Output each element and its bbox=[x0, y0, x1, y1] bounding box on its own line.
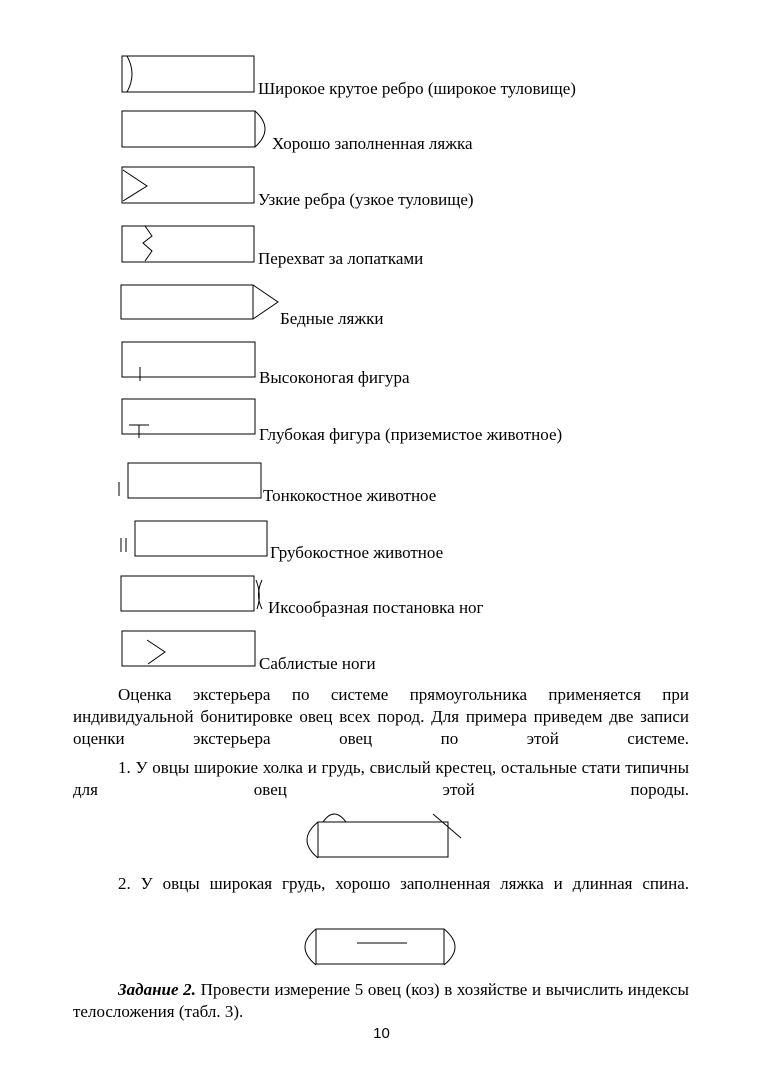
example-2-figure bbox=[305, 929, 455, 965]
example-1-paragraph: 1. У овцы широкие холка и грудь, свислый крестец, остальные стати типичны для овец этой породы. bbox=[73, 758, 689, 799]
legend-label-x-legs: Иксообразная постановка ног bbox=[268, 598, 484, 617]
symbol-poor-hams bbox=[121, 285, 278, 319]
example-1-rect bbox=[318, 822, 448, 857]
intro-paragraph: Оценка экстерьера по системе прямоугольника применяется при индивидуальной бонитировке овец всех пород. Для примера приведем две записи оценки экстерьера овец по этой системе. bbox=[73, 685, 689, 748]
symbol-rect bbox=[121, 285, 253, 319]
symbol-well-filled-ham bbox=[122, 111, 265, 147]
symbol-point bbox=[253, 285, 278, 319]
symbol-deep-figure bbox=[122, 399, 255, 438]
legend-label-narrow-ribs: Узкие ребра (узкое туловище) bbox=[258, 190, 474, 209]
legend-label-deep-figure: Глубокая фигура (приземистое животное) bbox=[259, 425, 563, 444]
example-1-diagonal bbox=[433, 814, 461, 838]
symbol-arc-left bbox=[127, 56, 132, 92]
symbol-wide-steep-rib bbox=[122, 56, 254, 92]
legend-label-wide-steep-rib: Широкое крутое ребро (широкое туловище) bbox=[258, 79, 576, 98]
symbol-rect bbox=[122, 631, 255, 666]
example-1-arc-top bbox=[323, 814, 346, 822]
page-number: 10 bbox=[373, 1025, 390, 1042]
example-1-figure bbox=[307, 814, 461, 858]
symbol-pinch-behind-shoulders bbox=[122, 226, 254, 262]
symbol-narrow-ribs bbox=[122, 167, 254, 203]
symbol-fine-boned bbox=[119, 463, 261, 498]
legend-label-coarse-boned: Грубокостное животное bbox=[270, 543, 444, 562]
symbol-rect bbox=[128, 463, 261, 498]
legend-label-pinch-behind-shoulders: Перехват за лопатками bbox=[258, 249, 424, 268]
symbol-sickle bbox=[147, 640, 165, 664]
symbol-wedge bbox=[123, 170, 147, 201]
task-title: Задание 2. bbox=[118, 980, 196, 999]
task-body: Провести измерение 5 овец (коз) в хозяйстве и вычислить индексы телосложения (табл. 3). bbox=[73, 980, 689, 1021]
task-paragraph bbox=[73, 979, 689, 1023]
symbol-rect bbox=[122, 167, 254, 203]
example-2-arc-left bbox=[305, 929, 316, 965]
symbol-long-legged bbox=[122, 342, 255, 381]
symbol-x-legs bbox=[121, 576, 262, 611]
example-2-paragraph: 2. У овцы широкая грудь, хорошо заполненная ляжка и длинная спина. bbox=[118, 874, 689, 893]
example-2-arc-right bbox=[444, 929, 455, 965]
symbol-rect bbox=[122, 399, 255, 434]
symbol-rect bbox=[135, 521, 267, 556]
symbol-sickle-legs bbox=[122, 631, 255, 666]
legend-label-well-filled-ham: Хорошо заполненная ляжка bbox=[272, 134, 473, 153]
symbol-rect bbox=[122, 111, 255, 147]
example-2-rect bbox=[316, 929, 444, 964]
legend-label-long-legged: Высоконогая фигура bbox=[259, 368, 410, 387]
symbol-arc-right bbox=[255, 111, 265, 147]
legend-label-sickle-legs: Саблистые ноги bbox=[259, 654, 376, 673]
legend-label-poor-hams: Бедные ляжки bbox=[280, 309, 384, 328]
symbol-rect bbox=[122, 226, 254, 262]
symbol-zigzag bbox=[143, 226, 152, 261]
example-1-arc-left bbox=[307, 822, 318, 858]
symbol-rect bbox=[121, 576, 254, 611]
legend-label-fine-boned: Тонкокостное животное bbox=[263, 486, 437, 505]
symbol-coarse-boned bbox=[121, 521, 267, 556]
symbol-rect bbox=[122, 342, 255, 377]
symbol-rect bbox=[122, 56, 254, 92]
